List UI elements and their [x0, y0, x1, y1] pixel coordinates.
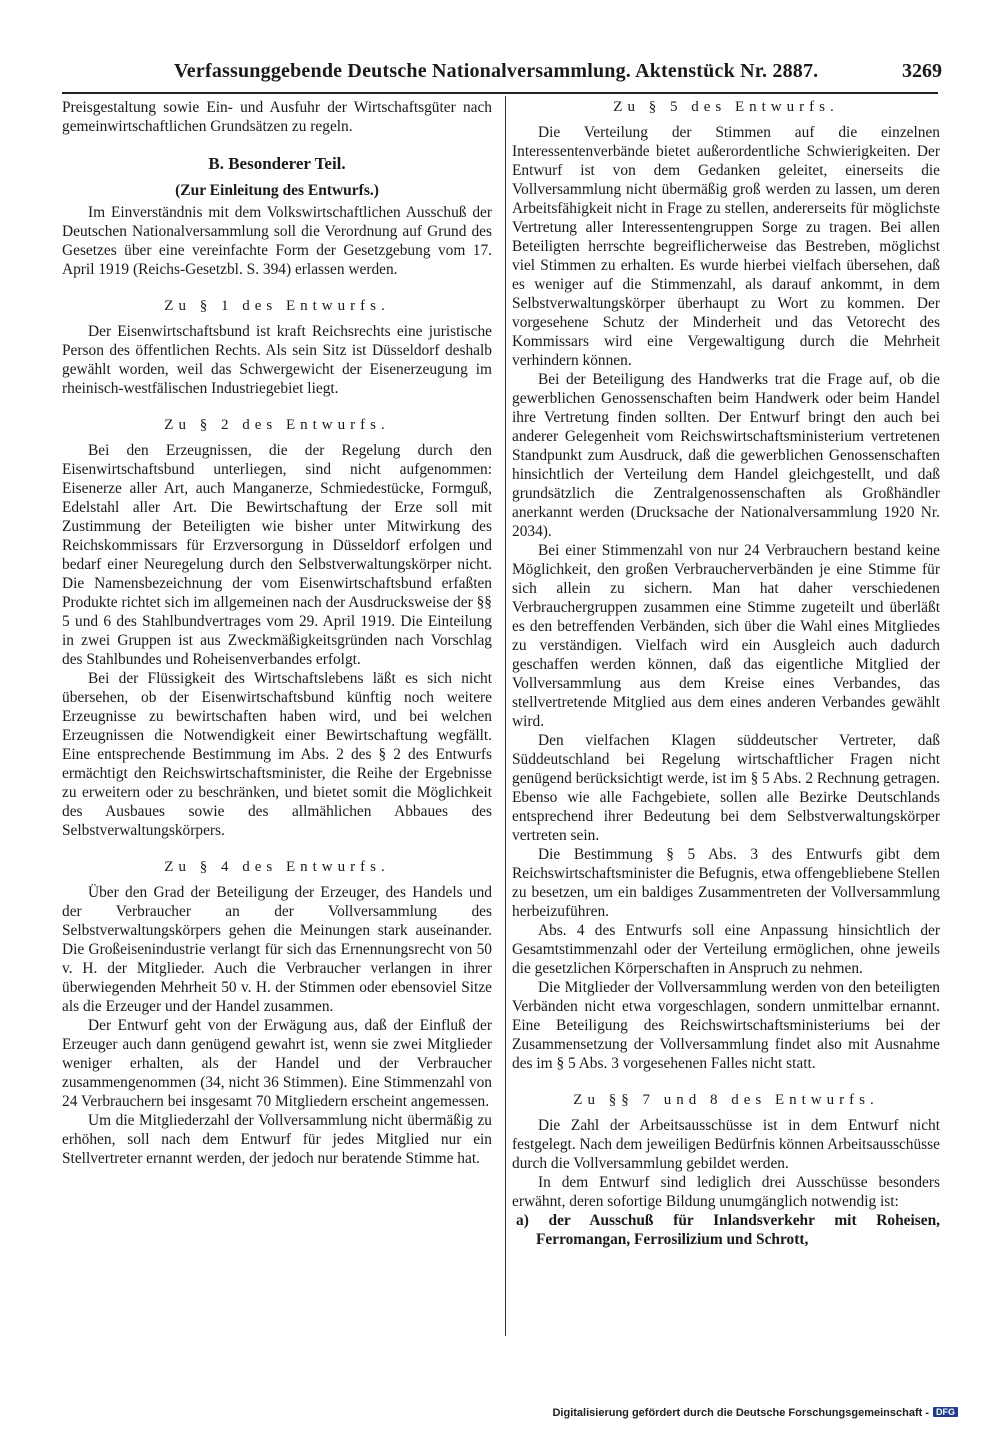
section-heading-2: Zu § 2 des Entwurfs. — [164, 417, 390, 433]
paragraph: Bei einer Stimmenzahl von nur 24 Verbrauchern bestand keine Möglichkeit, den großen Verbraucherverbänden je eine Stimme für sich allein zu sichern. Man hat daher verschiedenen Verbrauchergruppen zusammen eine Stimme zugeteilt und überläßt es den betreffenden Verbänden, sich über die Wahl eines Mitgliedes zu verständigen. Vielfach wird ein Ausgleich auch dadurch geschaffen werden können, daß das eigentliche Mitglied der Vollversammlung aus dem Kreise eines Verbandes, das stellvertretende Mitglied aus dem eines anderen Verbandes gewählt wird. — [512, 542, 940, 730]
section-heading-7-8: Zu §§ 7 und 8 des Entwurfs. — [573, 1092, 879, 1108]
footer-text: Digitalisierung gefördert durch die Deutsche Forschungsgemeinschaft - — [552, 1407, 929, 1419]
paragraph: Die Mitglieder der Vollversammlung werden von den beteiligten Verbänden nicht etwa vorgeschlagen, sondern unmittelbar ernannt. Eine Beteiligung des Reichswirtschaftsministeriums bei der Zusammensetzung der Vollversammlung findet also mit Ausnahme des im § 5 Abs. 3 vorgesehenen Falles nicht statt. — [512, 979, 940, 1072]
paragraph: In dem Entwurf sind lediglich drei Ausschüsse besonders erwähnt, deren sofortige Bildung unumgänglich notwendig ist: — [512, 1174, 940, 1210]
section-heading-5: Zu § 5 des Entwurfs. — [613, 99, 839, 115]
left-column — [62, 98, 492, 1168]
footer — [552, 1407, 958, 1419]
header-title: Verfassunggebende Deutsche Nationalversammlung. Aktenstück Nr. 2887. — [174, 60, 819, 82]
paragraph: Bei der Beteiligung des Handwerks trat die Frage auf, ob die gewerblichen Genossenschaften beim Handwerk oder beim Handel ihre Vertretung finden sollten. Der Entwurf bringt den auch bei anderer Gelegenheit vom Reichswirtschaftsministerium vertretenen Standpunkt zum Ausdruck, daß die gewerblichen Genossenschaften hinsichtlich der Verteilung dem Handel gleichgestellt, und daß grundsätzlich die Zentralgenossenschaften als Großhändler anerkannt werden (Drucksache der Nationalversammlung 1920 Nr. 2034). — [512, 371, 940, 540]
part-subtitle: (Zur Einleitung des Entwurfs.) — [175, 182, 379, 199]
paragraph: Der Eisenwirtschaftsbund ist kraft Reichsrechts eine juristische Person des öffentlichen Rechts. Als sein Sitz ist Düsseldorf deshalb gewählt worden, weil das Schwergewicht der Eisenerzeugung im rheinisch-westfälischen Industriegebiet liegt. — [62, 323, 492, 397]
part-title: B. Besonderer Teil. — [208, 154, 346, 173]
paragraph: Den vielfachen Klagen süddeutscher Vertreter, daß Süddeutschland bei Regelung wirtschaftlicher Fragen nicht genügend berücksichtigt werde, ist im § 5 Abs. 2 Rechnung getragen. Ebenso wie alle Fachgebiete, sollen alle Bezirke Deutschlands entsprechend ihrer Bedeutung bei dem Selbstverwaltungskörper vertreten sein. — [512, 732, 940, 844]
page-header — [62, 56, 942, 92]
paragraph: Die Verteilung der Stimmen auf die einzelnen Interessentenverbände bietet außerordentliche Schwierigkeiten. Der Entwurf ist von dem Gedanken geleitet, einerseits die Vollversammlung nicht übermäßig groß werden zu lassen, um deren Arbeitsfähigkeit nicht in Frage zu stellen, andererseits für möglichste Vertretung aller Interessentengruppen Sorge zu tragen. Bei allen Beteiligten herrschte begreiflicherweise das Bestreben, möglichst viel Stimmen zu erhalten. Es wurde hierbei vielfach übersehen, daß es weniger auf die Stimmenzahl, als darauf ankommt, in dem Selbstverwaltungskörper überhaupt zu Wort zu kommen. Der vorgesehene Schutz der Minderheit und das Vetorecht des Kommissars wird eine Vergewaltigung durch die Mehrheit verhindern können. — [512, 124, 940, 369]
header-rule — [62, 92, 938, 94]
page-number: 3269 — [902, 60, 942, 82]
section-heading-4: Zu § 4 des Entwurfs. — [164, 859, 390, 875]
paragraph: Der Entwurf geht von der Erwägung aus, daß der Einfluß der Erzeuger auch dann genügend gewahrt ist, wenn sie zwei Mitglieder weniger erhalten, als der Handel und der Verbraucher zusammengenommen (34, nicht 36 Stimmen). Eine Stimmenzahl von 24 Verbrauchern bei insgesamt 70 Mitgliedern erscheint angemessen. — [62, 1017, 492, 1110]
right-column — [512, 98, 940, 1249]
paragraph: Über den Grad der Beteiligung der Erzeuger, des Handels und der Verbraucher an der Vollversammlung des Selbstverwaltungskörpers gehen die Meinungen stark auseinander. Die Großeisenindustrie verlangt für sich das Ernennungsrecht von 50 v. H. der Mitglieder. Auch die Verbraucher verlangen in ihrer überwiegenden Mehrheit 50 v. H. der Stimmen oder ebensoviel Sitze als die Erzeuger und der Handel zusammen. — [62, 884, 492, 1015]
intro-paragraph: Preisgestaltung sowie Ein- und Ausfuhr der Wirtschaftsgüter nach gemeinwirtschaftlichen Grundsätzen zu regeln. — [62, 99, 492, 135]
paragraph: Bei den Erzeugnissen, die der Regelung durch den Eisenwirtschaftsbund unterliegen, sind nicht aufgenommen: Eisenerze aller Art, auch Manganerze, Schmiedestücke, Formguß, Edelstahl aller Art. Die Bewirtschaftung der Erze soll mit Zustimmung der Beteiligten wie bisher unter Mitwirkung des Reichskommissars für Erzversorgung in Düsseldorf erfolgen und bedarf einer Neuregelung durch den Selbstverwaltungskörper nicht. Die Namensbezeichnung der vom Eisenwirtschaftsbund erfaßten Produkte richtet sich im allgemeinen nach der Ausdrucksweise der §§ 5 und 6 des Stahlbundvertrages vom 29. April 1919. Die Einteilung in zwei Gruppen ist aus Zweckmäßigkeitsgründen nach Vorschlag des Stahlbundes und Roheisenverbandes erfolgt. — [62, 442, 492, 668]
paragraph: Die Zahl der Arbeitsausschüsse ist in dem Entwurf nicht festgelegt. Nach dem jeweiligen Bedürfnis können Arbeitsausschüsse durch die Vollversammlung gebildet werden. — [512, 1117, 940, 1172]
paragraph: Die Bestimmung § 5 Abs. 3 des Entwurfs gibt dem Reichswirtschaftsminister die Befugnis, etwa offengebliebene Stellen zu besetzen, um ein baldiges Zusammentreten der Vollversammlung herbeizuführen. — [512, 846, 940, 920]
list-item: a) der Ausschuß für Inlandsverkehr mit Roheisen, Ferromangan, Ferrosilizium und Schrott, — [516, 1212, 940, 1248]
paragraph: Abs. 4 des Entwurfs soll eine Anpassung hinsichtlich der Gesamtstimmenzahl oder der Verteilung ermöglichen, ohne jeweils die gesetzlichen Körperschaften in Anspruch zu nehmen. — [512, 922, 940, 977]
dfg-logo: DFG — [933, 1407, 958, 1417]
paragraph: Um die Mitgliederzahl der Vollversammlung nicht übermäßig zu erhöhen, soll nach dem Entwurf für jedes Mitglied nur ein Stellvertreter ernannt werden, der jedoch nur beratende Stimme hat. — [62, 1112, 492, 1167]
paragraph: Bei der Flüssigkeit des Wirtschaftslebens läßt es sich nicht übersehen, ob der Eisenwirtschaftsbund künftig noch weitere Erzeugnisse zu bewirtschaften haben wird, und bei welchen Erzeugnissen die Notwendigkeit einer Bewirtschaftung wegfällt. Eine entsprechende Bestimmung im Abs. 2 des § 2 des Entwurfs ermächtigt den Reichswirtschaftsminister, die Reihe der Ergebnisse zu erweitern oder zu beschränken, und bietet somit die Möglichkeit des Ausbaues sowie des allmählichen Abbaues des Selbstverwaltungskörpers. — [62, 670, 492, 839]
column-divider — [505, 96, 506, 1336]
section-heading-1: Zu § 1 des Entwurfs. — [164, 298, 390, 314]
paragraph-einleitung: Im Einverständnis mit dem Volkswirtschaftlichen Ausschuß der Deutschen Nationalversammlung soll die Verordnung auf Grund des Gesetzes über eine vereinfachte Form der Gesetzgebung vom 17. April 1919 (Reichs-Gesetzbl. S. 394) erlassen werden. — [62, 204, 492, 278]
